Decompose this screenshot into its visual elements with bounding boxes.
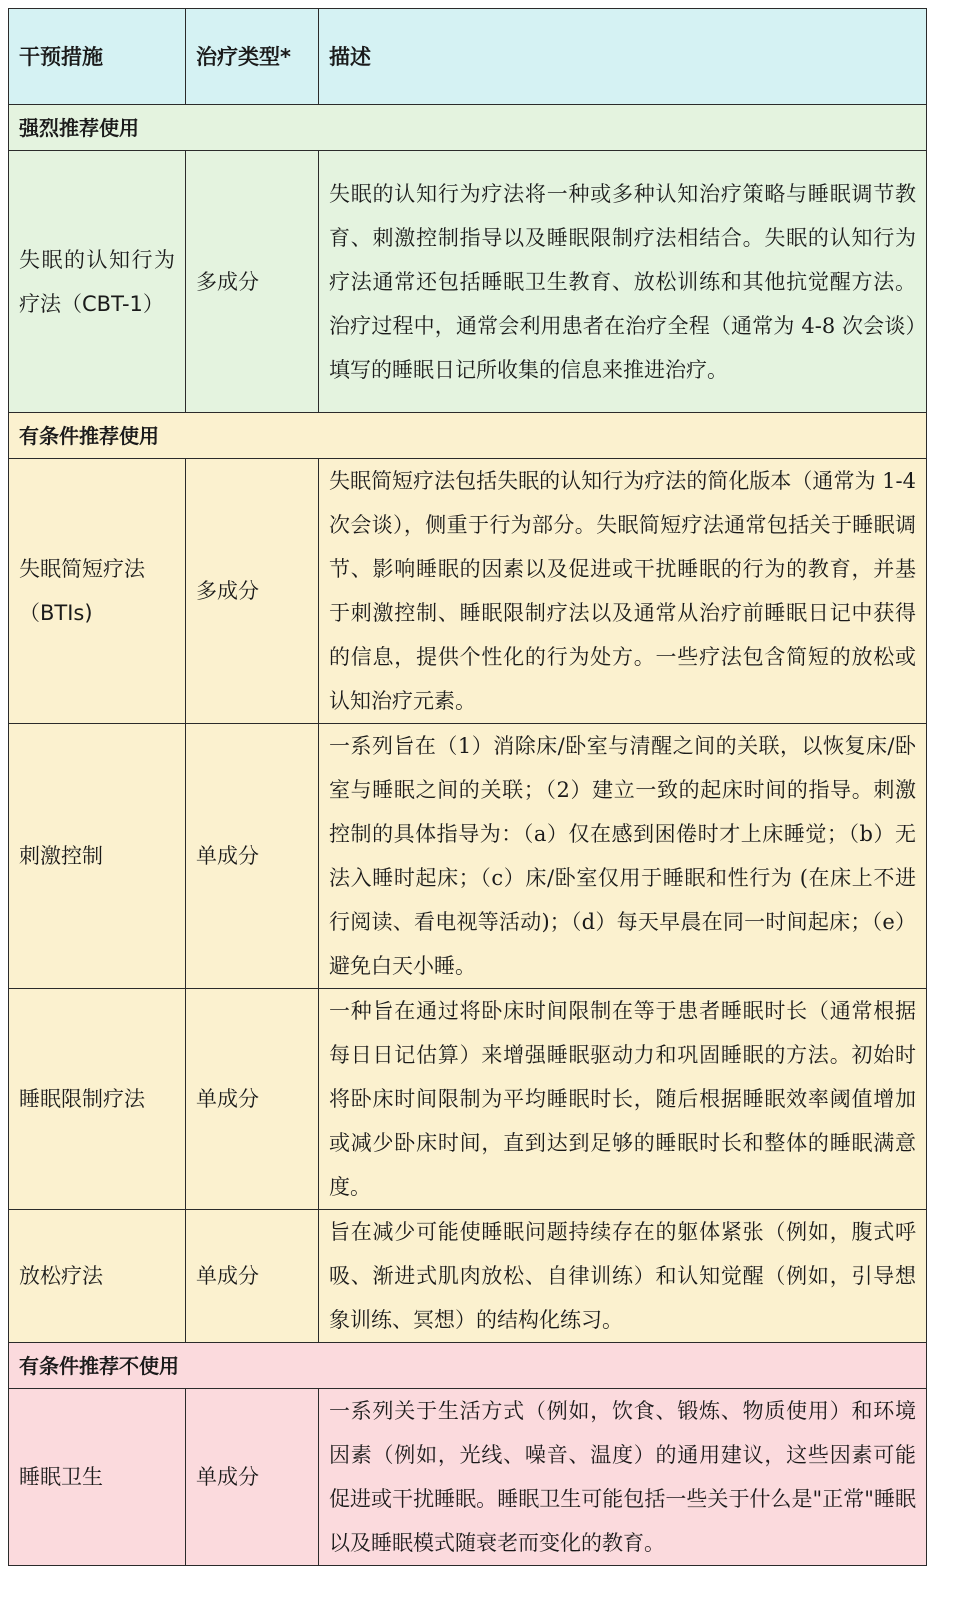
intervention-description: 失眠简短疗法包括失眠的认知行为疗法的简化版本（通常为 1-4 次会谈），侧重于行为部分。失眠简短疗法通常包括关于睡眠调节、影响睡眠的因素以及促进或干扰睡眠的行为的教育，并基于刺激控制、睡眠限制疗法以及通常从治疗前睡眠日记中获得的信息，提供个性化的行为处方。一些疗法包含简短的放松或认知治疗元素。 (319, 459, 927, 724)
section-title: 强烈推荐使用 (9, 105, 927, 151)
intervention-name: 睡眠限制疗法 (9, 989, 186, 1210)
treatment-type: 单成分 (186, 724, 319, 989)
treatment-type: 单成分 (186, 989, 319, 1210)
section-title: 有条件推荐使用 (9, 413, 927, 459)
intervention-name: 放松疗法 (9, 1210, 186, 1343)
table-row (9, 1210, 927, 1343)
intervention-description: 一种旨在通过将卧床时间限制在等于患者睡眠时长（通常根据每日日记估算）来增强睡眠驱动力和巩固睡眠的方法。初始时将卧床时间限制为平均睡眠时长，随后根据睡眠效率阈值增加或减少卧床时间，直到达到足够的睡眠时长和整体的睡眠满意度。 (319, 989, 927, 1210)
section-title: 有条件推荐不使用 (9, 1343, 927, 1389)
intervention-name: 失眠的认知行为疗法（CBT-1） (9, 151, 186, 413)
insomnia-interventions-table (8, 8, 927, 1566)
intervention-description: 旨在减少可能使睡眠问题持续存在的躯体紧张（例如，腹式呼吸、渐进式肌肉放松、自律训练）和认知觉醒（例如，引导想象训练、冥想）的结构化练习。 (319, 1210, 927, 1343)
table-row (9, 151, 927, 413)
intervention-description: 失眠的认知行为疗法将一种或多种认知治疗策略与睡眠调节教育、刺激控制指导以及睡眠限制疗法相结合。失眠的认知行为疗法通常还包括睡眠卫生教育、放松训练和其他抗觉醒方法。治疗过程中，通常会利用患者在治疗全程（通常为 4-8 次会谈）填写的睡眠日记所收集的信息来推进治疗。 (319, 151, 927, 413)
intervention-name: 失眠简短疗法（BTIs) (9, 459, 186, 724)
section-row-strong (9, 105, 927, 151)
treatment-type: 单成分 (186, 1389, 319, 1566)
section-row-conditional (9, 413, 927, 459)
intervention-name: 睡眠卫生 (9, 1389, 186, 1566)
header-treatment-type: 治疗类型* (186, 9, 319, 105)
treatment-type: 多成分 (186, 151, 319, 413)
intervention-description: 一系列旨在（1）消除床/卧室与清醒之间的关联，以恢复床/卧室与睡眠之间的关联；（2）建立一致的起床时间的指导。刺激控制的具体指导为：（a）仅在感到困倦时才上床睡觉；（b）无法入睡时起床；（c）床/卧室仅用于睡眠和性行为 (在床上不进行阅读、看电视等活动)；（d）每天早晨在同一时间起床；（e）避免白天小睡。 (319, 724, 927, 989)
treatment-type: 单成分 (186, 1210, 319, 1343)
table-row (9, 724, 927, 989)
intervention-description: 一系列关于生活方式（例如，饮食、锻炼、物质使用）和环境因素（例如，光线、噪音、温度）的通用建议，这些因素可能促进或干扰睡眠。睡眠卫生可能包括一些关于什么是"正常"睡眠以及睡眠模式随衰老而变化的教育。 (319, 1389, 927, 1566)
intervention-name: 刺激控制 (9, 724, 186, 989)
header-description: 描述 (319, 9, 927, 105)
header-intervention: 干预措施 (9, 9, 186, 105)
table-header-row (9, 9, 927, 105)
table-row (9, 1389, 927, 1566)
treatment-type: 多成分 (186, 459, 319, 724)
table-row (9, 459, 927, 724)
section-row-conditional-not (9, 1343, 927, 1389)
table-row (9, 989, 927, 1210)
